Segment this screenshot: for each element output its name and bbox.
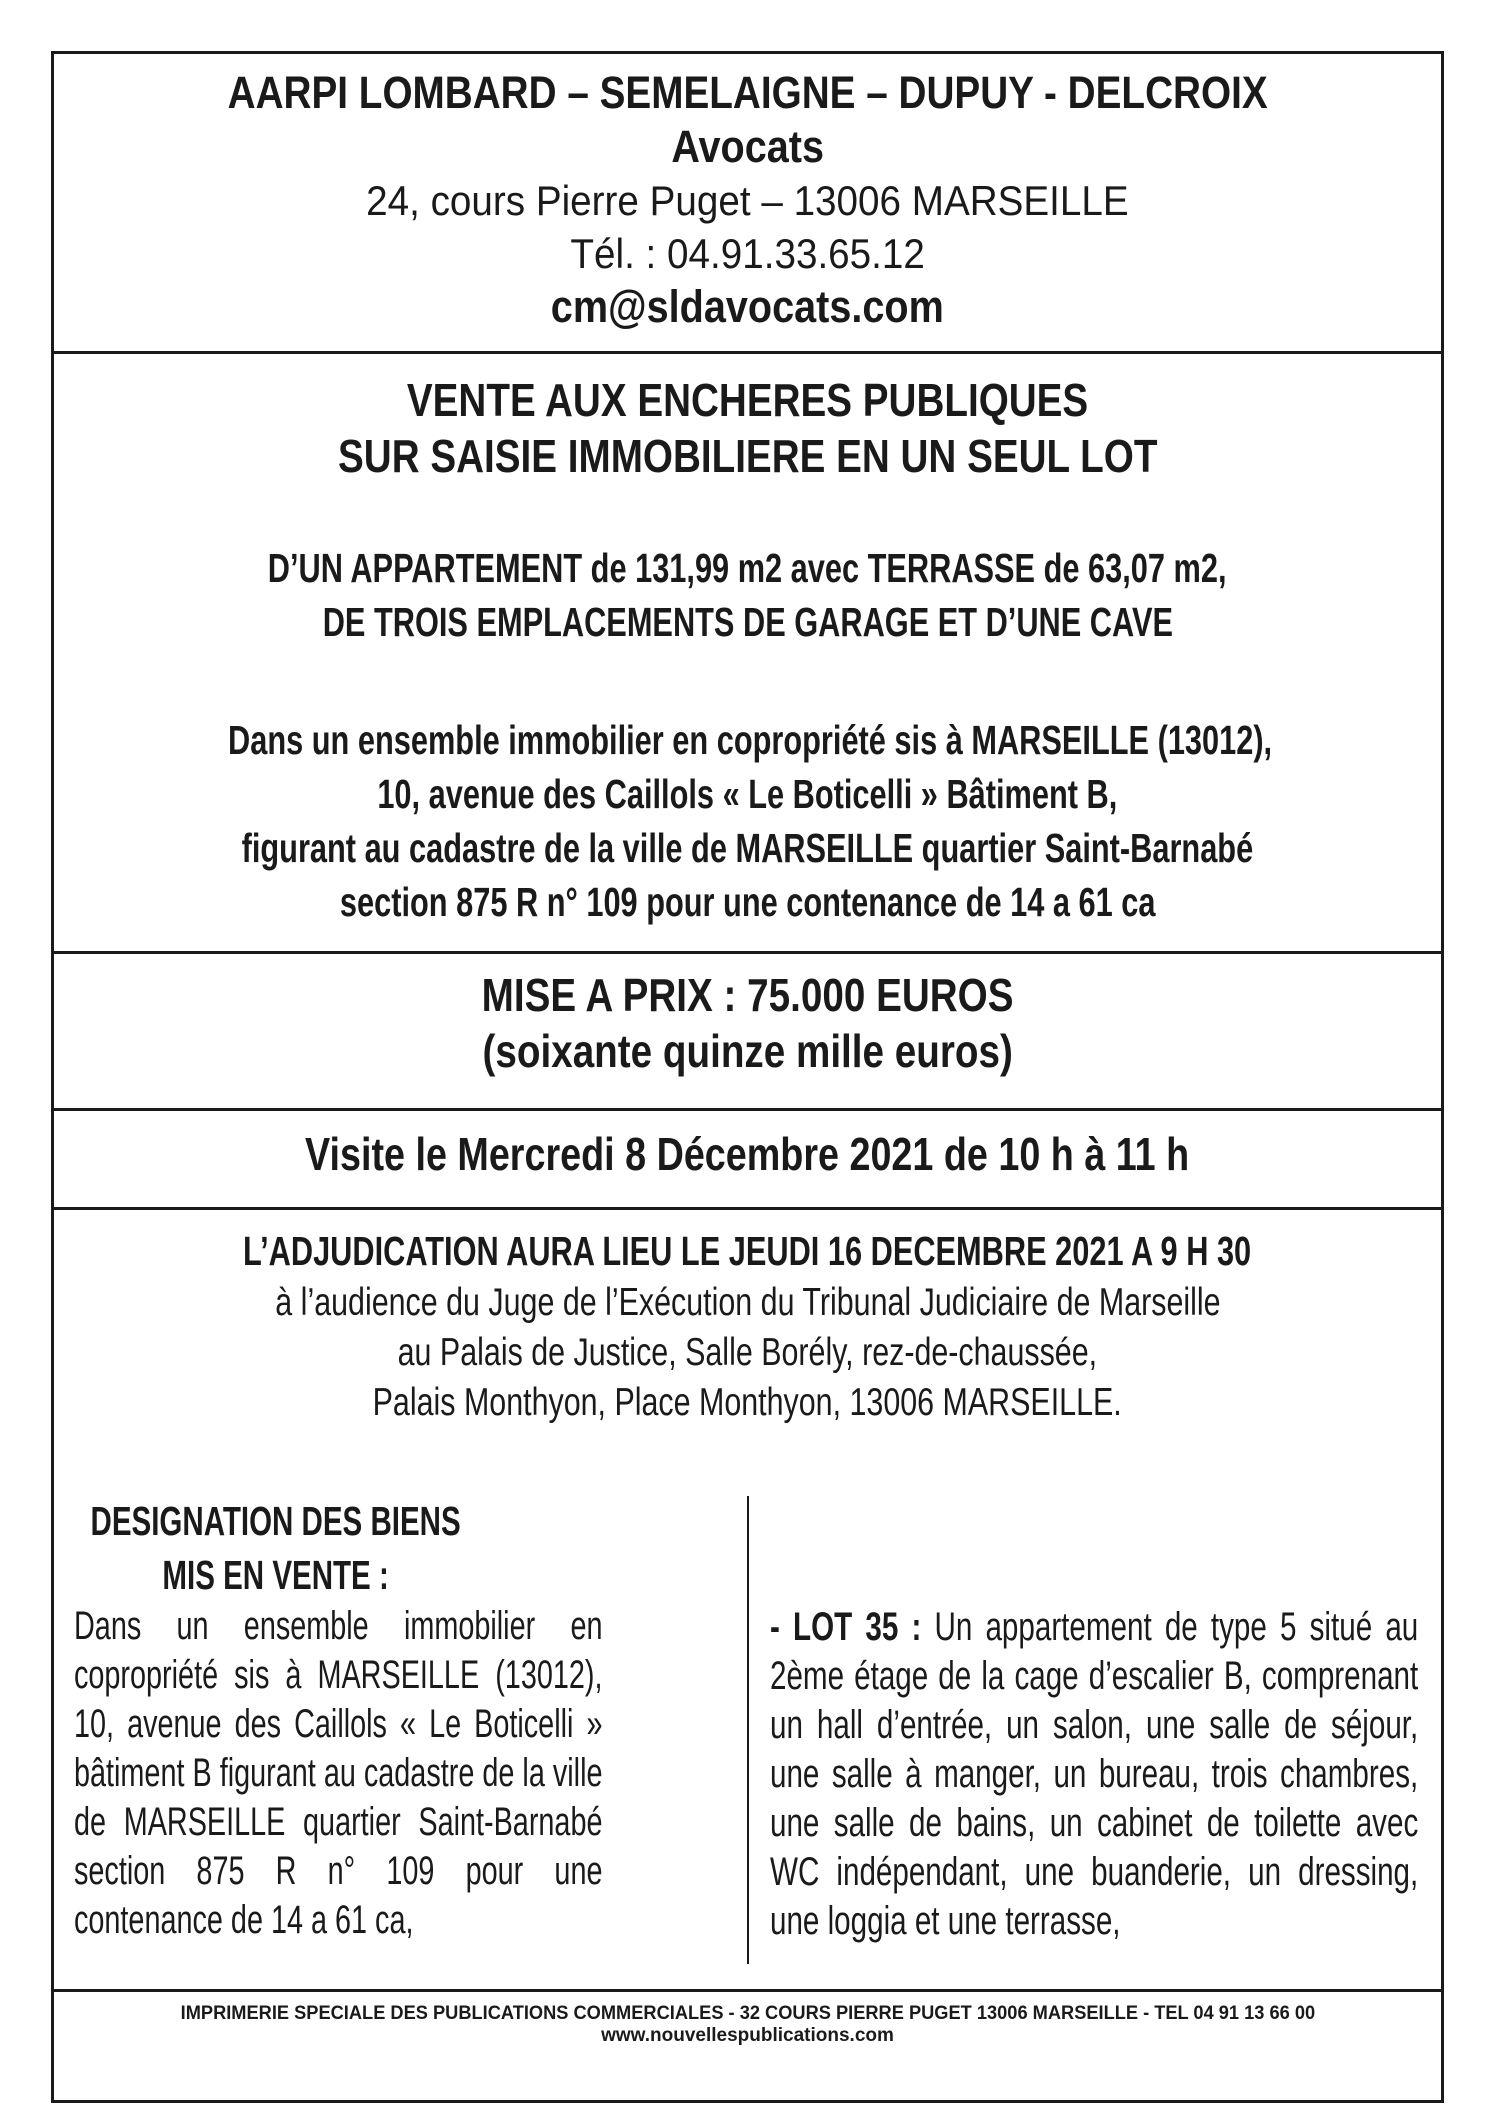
- sale-object-line1: D’UN APPARTEMENT de 131,99 m2 avec TERRASSE de 63,07 m2,: [268, 545, 1227, 591]
- firm-profession: Avocats: [671, 121, 824, 172]
- sale-object: [54, 541, 1441, 649]
- firm-phone: Tél. : 04.91.33.65.12: [570, 230, 925, 277]
- column-divider: [747, 1496, 749, 1964]
- footer-website: www.nouvellespublications.com: [601, 2025, 894, 2046]
- lot-text: Un appartement de type 5 situé au 2ème étage de la cage d’escalier B, comprenant un hall d’entrée, un salon, une salle de séjour, une salle à manger, un bureau, trois chambres, une salle de bains, un cabinet de toilette avec WC indépendant, une buanderie, un dressing, une loggia et une terrasse,: [770, 1605, 1419, 1943]
- visit-text: Visite le Mercredi 8 Décembre 2021 de 10 h à 11 h: [305, 1128, 1190, 1180]
- law-firm-header: [54, 66, 1441, 334]
- sale-title-line2: SUR SAISIE IMMOBILIERE EN UN SEUL LOT: [337, 430, 1158, 482]
- footer-line1: IMPRIMERIE SPECIALE DES PUBLICATIONS COMMERCIALES - 32 COURS PIERRE PUGET 13006 MARSEILLE - TEL 04 91 13 66 00: [180, 2003, 1315, 2024]
- adjudication-line2: au Palais de Justice, Salle Borély, rez-de-chaussée,: [397, 1331, 1098, 1374]
- designation-right-column: [770, 1603, 1430, 1968]
- price-line1: MISE A PRIX : 75.000 EUROS: [481, 969, 1014, 1021]
- notice-frame: [51, 51, 1444, 2103]
- sale-location: [54, 713, 1441, 929]
- adjudication-line3: Palais Monthyon, Place Monthyon, 13006 MARSEILLE.: [372, 1381, 1123, 1424]
- sale-location-line1: Dans un ensemble immobilier en copropriété sis à MARSEILLE (13012),: [228, 717, 1273, 763]
- designation-heading-line1: DESIGNATION DES BIENS: [90, 1498, 461, 1544]
- divider: [54, 351, 1441, 354]
- designation-heading-line2: MIS EN VENTE :: [162, 1552, 389, 1598]
- adjudication-line1: à l’audience du Juge de l’Exécution du Tribunal Judiciaire de Marseille: [274, 1281, 1221, 1324]
- sale-location-line2: 10, avenue des Caillols « Le Boticelli » Bâtiment B,: [377, 771, 1118, 817]
- sale-object-line2: DE TROIS EMPLACEMENTS DE GARAGE ET D’UNE CAVE: [322, 599, 1173, 645]
- sale-title: [54, 372, 1441, 484]
- lot-description: [770, 1603, 1418, 1946]
- sale-title-line1: VENTE AUX ENCHERES PUBLIQUES: [406, 374, 1089, 426]
- sale-location-line4: section 875 R n° 109 pour une contenance de 14 a 61 ca: [339, 879, 1156, 925]
- divider: [54, 1989, 1441, 1992]
- designation-left-column: [74, 1494, 734, 1964]
- lot-label: - LOT 35 :: [770, 1605, 922, 1649]
- visit-info: [54, 1126, 1441, 1182]
- adjudication-title: L’ADJUDICATION AURA LIEU LE JEUDI 16 DECEMBRE 2021 A 9 H 30: [243, 1228, 1252, 1274]
- price-line2: (soixante quinze mille euros): [482, 1025, 1013, 1077]
- adjudication-info: [54, 1224, 1441, 1428]
- starting-price: [54, 967, 1441, 1079]
- divider: [54, 1207, 1441, 1210]
- divider: [54, 951, 1441, 954]
- designation-heading: [74, 1494, 477, 1602]
- firm-address: 24, cours Pierre Puget – 13006 MARSEILLE: [366, 177, 1129, 224]
- firm-email: cm@sldavocats.com: [550, 281, 944, 332]
- designation-left-text: Dans un ensemble immobilier en copropriété sis à MARSEILLE (13012), 10, avenue des Caillols « Le Boticelli » bâtiment B figurant au cadastre de la ville de MARSEILLE quartier Saint-Barnabé section 875 R n° 109 pour une contenance de 14 a 61 ca,: [74, 1604, 603, 1942]
- sale-location-line3: figurant au cadastre de la ville de MARSEILLE quartier Saint-Barnabé: [241, 825, 1254, 871]
- printer-footer: [54, 2003, 1441, 2047]
- divider: [54, 1108, 1441, 1111]
- firm-name: AARPI LOMBARD – SEMELAIGNE – DUPUY - DELCROIX: [227, 67, 1268, 118]
